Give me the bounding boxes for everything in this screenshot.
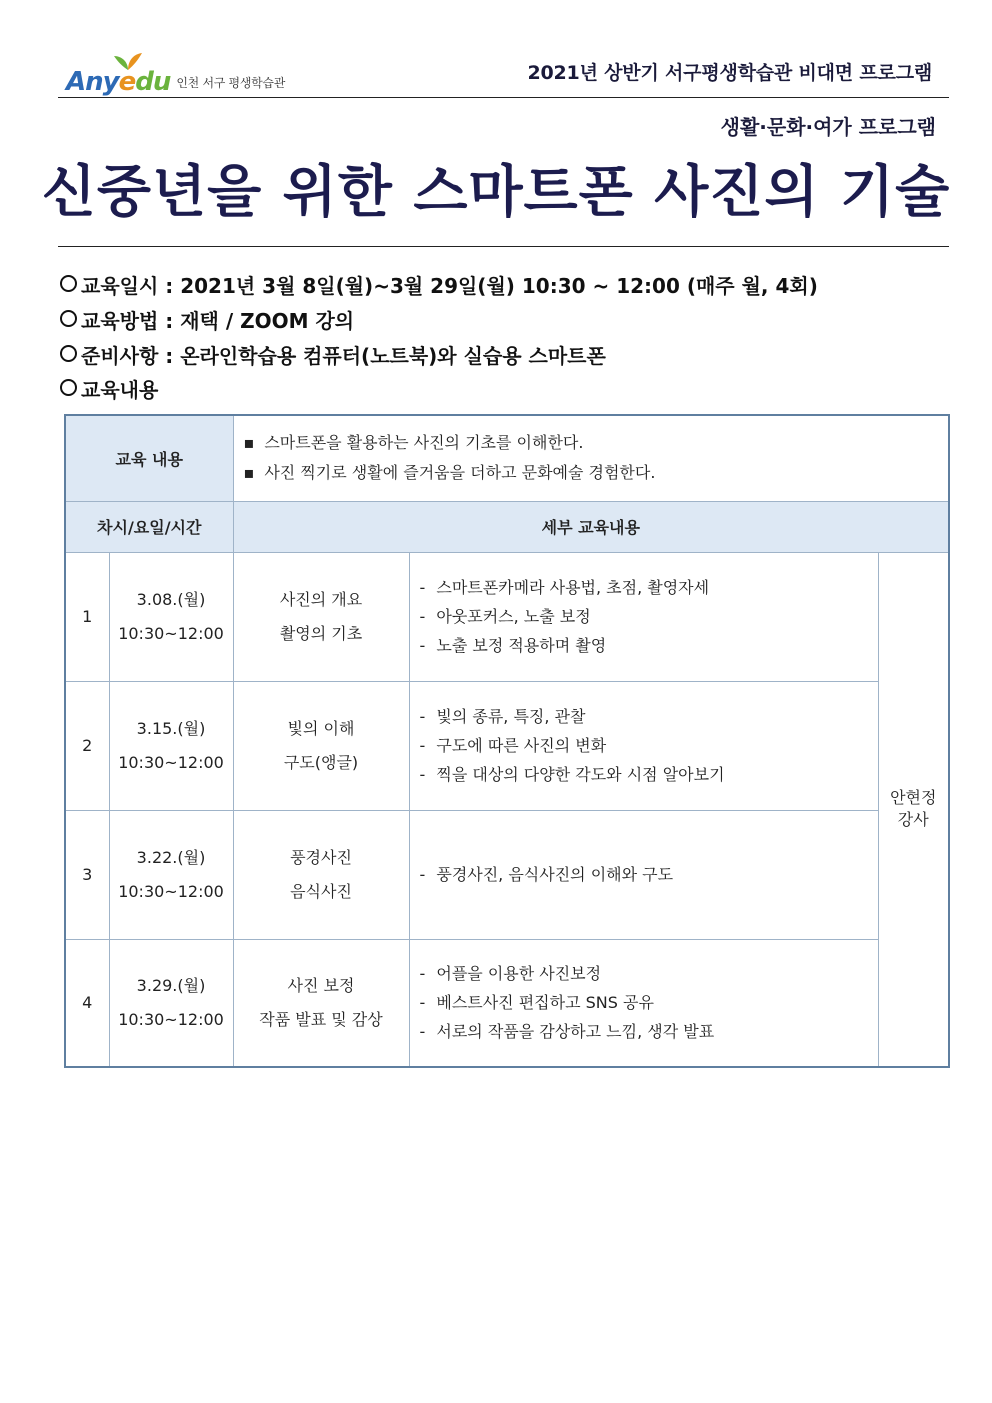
session-datetime <box>109 810 233 939</box>
info-label: 교육내용 <box>81 378 159 402</box>
info-schedule: 교육일시 : 2021년 3월 8일(월)~3월 29일(월) 10:30 ~ 12:00 (매주 월, 4회) <box>60 270 818 299</box>
title-divider <box>58 246 949 247</box>
table-row <box>65 939 949 1067</box>
detail-item: - 베스트사진 편집하고 SNS 공유 <box>420 988 868 1017</box>
session-number: 3 <box>65 810 109 939</box>
session-date: 3.15.(월) <box>136 718 206 738</box>
session-topic: 사진 보정 작품 발표 및 감상 <box>233 939 409 1067</box>
session-topic: 사진의 개요 촬영의 기초 <box>233 552 409 681</box>
info-label: 교육방법 <box>81 309 159 333</box>
content-list <box>233 415 949 501</box>
table-row <box>65 810 949 939</box>
program-category: 생활·문화·여가 프로그램 <box>720 115 936 139</box>
session-datetime <box>109 939 233 1067</box>
detail-item: - 구도에 따른 사진의 변화 <box>420 731 868 760</box>
detail-column-header: 세부 교육내용 <box>233 501 949 552</box>
circle-bullet-icon <box>60 345 77 362</box>
session-time: 10:30~12:00 <box>118 881 224 901</box>
session-column-header: 차시/요일/시간 <box>65 501 233 552</box>
info-label: 준비사항 <box>81 344 159 368</box>
logo-subtitle: 인천 서구 평생학습관 <box>176 76 286 90</box>
session-time: 10:30~12:00 <box>118 752 224 772</box>
content-header: 교육 내용 <box>65 415 233 501</box>
table-row <box>65 681 949 810</box>
instructor-name: 안현정 <box>890 788 937 808</box>
info-value: 온라인학습용 컴퓨터(노트북)와 실습용 스마트폰 <box>180 344 606 368</box>
session-details <box>409 681 878 810</box>
circle-bullet-icon <box>60 310 77 327</box>
detail-item: - 스마트폰카메라 사용법, 초점, 촬영자세 <box>420 573 868 602</box>
session-topic: 풍경사진 음식사진 <box>233 810 409 939</box>
content-row <box>65 415 949 501</box>
detail-item: - 풍경사진, 음식사진의 이해와 구도 <box>420 860 868 889</box>
session-time: 10:30~12:00 <box>118 623 224 643</box>
info-preparation: 준비사항 : 온라인학습용 컴퓨터(노트북)와 실습용 스마트폰 <box>60 340 606 369</box>
circle-bullet-icon <box>60 379 77 396</box>
header-divider <box>58 97 949 98</box>
detail-item: - 노출 보정 적용하며 촬영 <box>420 631 868 660</box>
session-number: 2 <box>65 681 109 810</box>
detail-item: - 서로의 작품을 감상하고 느낌, 생각 발표 <box>420 1017 868 1046</box>
circle-bullet-icon <box>60 275 77 292</box>
session-date: 3.29.(월) <box>136 975 206 995</box>
anyedu-logo <box>66 52 285 96</box>
session-time: 10:30~12:00 <box>118 1009 224 1029</box>
session-number: 1 <box>65 552 109 681</box>
sprout-icon <box>108 50 148 72</box>
page-title: 신중년을 위한 스마트폰 사진의 기술 <box>41 160 951 225</box>
session-date: 3.08.(월) <box>136 589 206 609</box>
detail-item: - 아웃포커스, 노출 보정 <box>420 602 868 631</box>
detail-item: - 어플을 이용한 사진보정 <box>420 959 868 988</box>
detail-item: - 찍을 대상의 다양한 각도와 시점 알아보기 <box>420 760 868 789</box>
info-value: 2021년 3월 8일(월)~3월 29일(월) 10:30 ~ 12:00 (매주 월, 4회) <box>180 274 818 298</box>
session-number: 4 <box>65 939 109 1067</box>
instructor-title: 강사 <box>897 810 929 830</box>
info-method: 교육방법 : 재택 / ZOOM 강의 <box>60 305 354 334</box>
detail-item: - 빛의 종류, 특징, 관찰 <box>420 702 868 731</box>
curriculum-table <box>64 414 948 1068</box>
session-details <box>409 939 878 1067</box>
session-topic: 빛의 이해 구도(앵글) <box>233 681 409 810</box>
logo-wordmark: Anyedu <box>66 67 171 97</box>
info-content <box>60 374 158 403</box>
session-details <box>409 810 878 939</box>
info-label: 교육일시 <box>81 274 159 298</box>
session-datetime <box>109 552 233 681</box>
column-header-row <box>65 501 949 552</box>
content-item: ▪ 스마트폰을 활용하는 사진의 기초를 이해한다. <box>244 428 939 458</box>
program-title: 2021년 상반기 서구평생학습관 비대면 프로그램 <box>527 62 932 84</box>
info-value: 재택 / ZOOM 강의 <box>180 309 355 333</box>
session-details <box>409 552 878 681</box>
table-row <box>65 552 949 681</box>
instructor <box>878 552 949 1067</box>
session-date: 3.22.(월) <box>136 847 206 867</box>
content-item: ▪ 사진 찍기로 생활에 즐거움을 더하고 문화예술 경험한다. <box>244 458 939 488</box>
session-datetime <box>109 681 233 810</box>
